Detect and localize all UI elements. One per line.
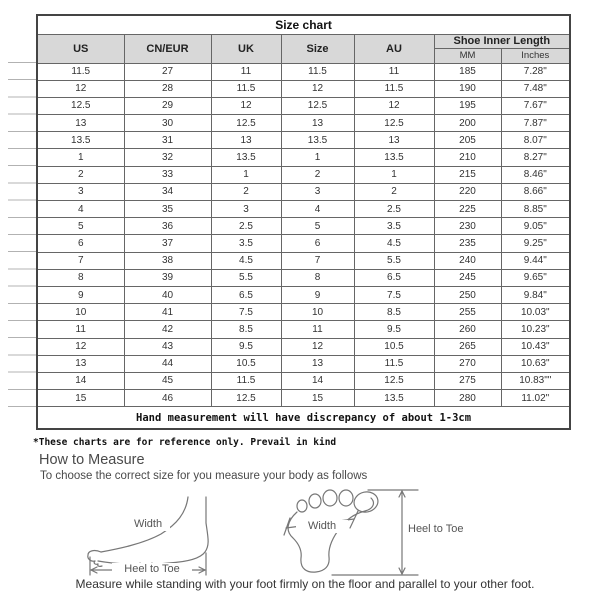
table-cell: 7.28" (501, 63, 570, 80)
table-cell: 215 (434, 166, 501, 183)
table-row (37, 201, 570, 218)
table-cell: 12 (354, 97, 434, 114)
table-cell: 12 (281, 338, 354, 355)
table-cell: 13 (37, 115, 124, 132)
table-cell: 10.03" (501, 304, 570, 321)
table-cell: 38 (124, 252, 211, 269)
table-cell: 2 (37, 166, 124, 183)
table-cell: 9.05" (501, 218, 570, 235)
table-cell: 11.02" (501, 390, 570, 407)
table-row (37, 97, 570, 114)
top-view-width-label: Width (296, 520, 348, 533)
table-cell: 8.5 (354, 304, 434, 321)
table-cell: 265 (434, 338, 501, 355)
table-row (37, 269, 570, 286)
table-cell: 42 (124, 321, 211, 338)
table-cell: 13.5 (37, 132, 124, 149)
table-cell: 13.5 (211, 149, 281, 166)
table-cell: 12 (211, 97, 281, 114)
table-cell: 220 (434, 183, 501, 200)
table-row (37, 355, 570, 372)
table-cell: 8.5 (211, 321, 281, 338)
table-cell: 12 (281, 80, 354, 97)
table-cell: 225 (434, 201, 501, 218)
table-cell: 3.5 (354, 218, 434, 235)
how-to-measure-heading: How to Measure (39, 452, 145, 468)
table-cell: 13.5 (354, 149, 434, 166)
table-cell: 12.5 (281, 97, 354, 114)
table-cell: 8.46" (501, 166, 570, 183)
table-cell: 6.5 (211, 286, 281, 303)
column-header-inner-length: Shoe Inner Length (434, 34, 570, 48)
table-cell: 10 (281, 304, 354, 321)
table-cell: 10.63" (501, 355, 570, 372)
table-cell: 12.5 (211, 390, 281, 407)
table-cell: 12.5 (354, 372, 434, 389)
table-cell: 7.87" (501, 115, 570, 132)
table-cell: 27 (124, 63, 211, 80)
table-cell: 8.66" (501, 183, 570, 200)
table-cell: 4 (37, 201, 124, 218)
table-cell: 10.83"" (501, 372, 570, 389)
table-cell: 10.5 (211, 355, 281, 372)
table-cell: 14 (37, 372, 124, 389)
table-cell: 33 (124, 166, 211, 183)
side-view-heel-to-toe-label: Heel to Toe (112, 563, 192, 576)
table-cell: 260 (434, 321, 501, 338)
table-row (37, 286, 570, 303)
table-cell: 36 (124, 218, 211, 235)
table-row (37, 80, 570, 97)
table-cell: 200 (434, 115, 501, 132)
table-cell: 245 (434, 269, 501, 286)
column-header-uk: UK (211, 34, 281, 63)
table-cell: 40 (124, 286, 211, 303)
table-cell: 29 (124, 97, 211, 114)
table-row (37, 338, 570, 355)
table-cell: 13.5 (354, 390, 434, 407)
table-cell: 11.5 (211, 80, 281, 97)
table-row (37, 304, 570, 321)
table-cell: 31 (124, 132, 211, 149)
table-cell: 6 (37, 235, 124, 252)
table-cell: 240 (434, 252, 501, 269)
column-header-inches: Inches (501, 48, 570, 63)
table-row (37, 63, 570, 80)
table-cell: 15 (281, 390, 354, 407)
table-cell: 12 (37, 80, 124, 97)
table-cell: 9.44" (501, 252, 570, 269)
table-cell: 275 (434, 372, 501, 389)
table-cell: 8 (281, 269, 354, 286)
size-chart-table-wrap (36, 14, 569, 430)
table-row (37, 166, 570, 183)
table-cell: 7.5 (354, 286, 434, 303)
table-cell: 280 (434, 390, 501, 407)
table-cell: 45 (124, 372, 211, 389)
table-cell: 9 (281, 286, 354, 303)
table-cell: 10 (37, 304, 124, 321)
table-cell: 39 (124, 269, 211, 286)
table-cell: 6 (281, 235, 354, 252)
table-cell: 5.5 (354, 252, 434, 269)
reference-only-note: *These charts are for reference only. Prevail in kind (33, 437, 337, 448)
table-row (37, 235, 570, 252)
table-cell: 3 (211, 201, 281, 218)
table-cell: 3 (281, 183, 354, 200)
table-cell: 8.85" (501, 201, 570, 218)
table-row (37, 218, 570, 235)
table-title: Size chart (37, 15, 570, 34)
table-cell: 230 (434, 218, 501, 235)
table-cell: 7 (37, 252, 124, 269)
table-cell: 270 (434, 355, 501, 372)
table-cell: 11.5 (354, 355, 434, 372)
table-cell: 10.5 (354, 338, 434, 355)
table-row (37, 149, 570, 166)
table-cell: 4.5 (354, 235, 434, 252)
table-cell: 7 (281, 252, 354, 269)
table-cell: 235 (434, 235, 501, 252)
table-cell: 11.5 (37, 63, 124, 80)
table-cell: 2 (354, 183, 434, 200)
column-header-cneur: CN/EUR (124, 34, 211, 63)
table-cell: 9.65" (501, 269, 570, 286)
table-cell: 9.25" (501, 235, 570, 252)
column-header-au: AU (354, 34, 434, 63)
table-cell: 8 (37, 269, 124, 286)
table-cell: 11 (354, 63, 434, 80)
table-cell: 5 (37, 218, 124, 235)
table-cell: 11.5 (354, 80, 434, 97)
table-row (37, 183, 570, 200)
table-cell: 195 (434, 97, 501, 114)
table-cell: 5.5 (211, 269, 281, 286)
table-cell: 3 (37, 183, 124, 200)
table-cell: 44 (124, 355, 211, 372)
how-to-measure-subheading: To choose the correct size for you measure your body as follows (40, 470, 368, 482)
table-cell: 7.67" (501, 97, 570, 114)
table-cell: 12 (37, 338, 124, 355)
table-cell: 35 (124, 201, 211, 218)
table-cell: 1 (354, 166, 434, 183)
table-cell: 12.5 (354, 115, 434, 132)
side-view-width-label: Width (126, 518, 170, 531)
table-cell: 34 (124, 183, 211, 200)
table-cell: 2.5 (211, 218, 281, 235)
table-cell: 41 (124, 304, 211, 321)
table-cell: 13 (37, 355, 124, 372)
table-cell: 15 (37, 390, 124, 407)
table-cell: 46 (124, 390, 211, 407)
size-rows (37, 63, 570, 407)
column-header-size: Size (281, 34, 354, 63)
table-cell: 255 (434, 304, 501, 321)
table-cell: 7.48" (501, 80, 570, 97)
table-cell: 13 (281, 115, 354, 132)
table-cell: 37 (124, 235, 211, 252)
table-cell: 9.84" (501, 286, 570, 303)
table-cell: 185 (434, 63, 501, 80)
column-header-mm: MM (434, 48, 501, 63)
table-cell: 28 (124, 80, 211, 97)
table-cell: 210 (434, 149, 501, 166)
table-cell: 13 (211, 132, 281, 149)
table-cell: 43 (124, 338, 211, 355)
table-cell: 11 (211, 63, 281, 80)
table-cell: 190 (434, 80, 501, 97)
table-cell: 12.5 (211, 115, 281, 132)
table-row (37, 252, 570, 269)
table-cell: 9 (37, 286, 124, 303)
table-cell: 13.5 (281, 132, 354, 149)
table-row (37, 372, 570, 389)
table-cell: 11 (281, 321, 354, 338)
measurement-discrepancy-note: Hand measurement will have discrepancy of about 1-3cm (37, 407, 570, 429)
table-cell: 13 (281, 355, 354, 372)
table-cell: 10.23" (501, 321, 570, 338)
table-cell: 4.5 (211, 252, 281, 269)
table-cell: 30 (124, 115, 211, 132)
table-cell: 9.5 (354, 321, 434, 338)
table-cell: 4 (281, 201, 354, 218)
table-row (37, 321, 570, 338)
table-row (37, 390, 570, 407)
table-cell: 6.5 (354, 269, 434, 286)
table-cell: 1 (281, 149, 354, 166)
table-cell: 13 (354, 132, 434, 149)
size-chart-table (36, 14, 571, 430)
table-cell: 5 (281, 218, 354, 235)
scan-artifact-lines (8, 62, 36, 407)
measuring-instruction-caption: Measure while standing with your foot firmly on the floor and parallel to your other foot. (75, 577, 535, 591)
table-cell: 11.5 (211, 372, 281, 389)
table-cell: 11.5 (281, 63, 354, 80)
table-cell: 2 (281, 166, 354, 183)
table-cell: 2.5 (354, 201, 434, 218)
table-cell: 8.07" (501, 132, 570, 149)
table-cell: 250 (434, 286, 501, 303)
table-cell: 1 (37, 149, 124, 166)
column-header-us: US (37, 34, 124, 63)
table-cell: 10.43" (501, 338, 570, 355)
table-cell: 9.5 (211, 338, 281, 355)
table-cell: 11 (37, 321, 124, 338)
table-cell: 7.5 (211, 304, 281, 321)
top-view-heel-to-toe-label: Heel to Toe (408, 523, 464, 535)
table-cell: 2 (211, 183, 281, 200)
table-cell: 32 (124, 149, 211, 166)
table-cell: 3.5 (211, 235, 281, 252)
table-cell: 14 (281, 372, 354, 389)
table-row (37, 115, 570, 132)
table-cell: 1 (211, 166, 281, 183)
table-cell: 8.27" (501, 149, 570, 166)
table-cell: 205 (434, 132, 501, 149)
table-row (37, 132, 570, 149)
table-cell: 12.5 (37, 97, 124, 114)
